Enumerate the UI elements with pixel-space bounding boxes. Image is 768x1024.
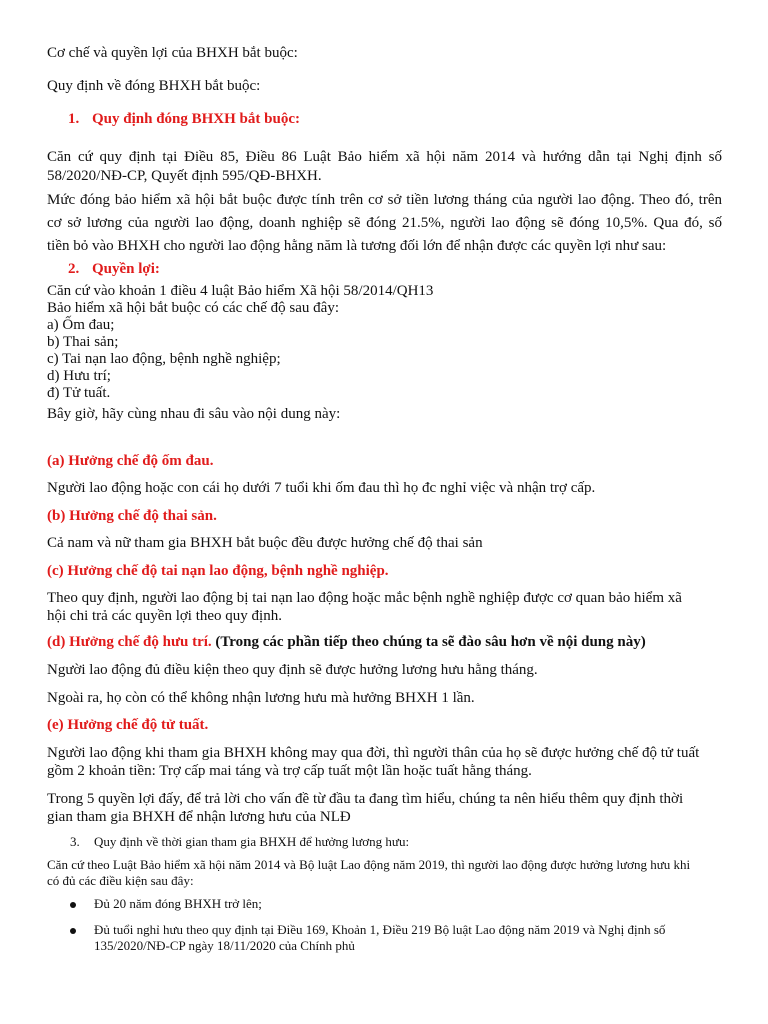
benefit-c-line-1: Theo quy định, người lao động bị tai nạn lao động hoặc mắc bệnh nghề nghiệp được cơ quan bảo hiểm xã [47, 590, 682, 606]
section-1-number: 1. [68, 111, 80, 127]
benefit-e-title: (e) Hưởng chế độ tử tuất. [47, 717, 209, 733]
benefit-e-line-2: gồm 2 khoản tiền: Trợ cấp mai táng và trợ cấp tuất một lần hoặc tuất hằng tháng. [47, 763, 532, 779]
benefit-d-line-2: Ngoài ra, họ còn có thể không nhận lương hưu mà hưởng BHXH 1 lần. [47, 690, 475, 706]
benefit-d-heading [47, 633, 646, 651]
heading-contribution: Quy định về đóng BHXH bắt buộc: [47, 78, 261, 94]
condition-bullet-2-line-2: 135/2020/NĐ-CP ngày 18/11/2020 của Chính phủ [94, 938, 355, 953]
benefit-a-text: Người lao động hoặc con cái họ dưới 7 tuổi khi ốm đau thì họ đc nghỉ việc và nhận trợ cấp. [47, 480, 596, 496]
p1-line-4: cơ sở lương của người lao động, doanh nghiệp sẽ đóng 21.5%, người lao động sẽ đóng 10,5%. Qua đó, số [47, 215, 722, 231]
list-item: c) Tai nạn lao động, bệnh nghề nghiệp; [47, 351, 281, 367]
benefit-d-title: (d) Hưởng chế độ hưu trí. [47, 634, 212, 650]
benefit-b-text: Cả nam và nữ tham gia BHXH bắt buộc đều được hưởng chế độ thai sản [47, 535, 483, 551]
condition-bullet-2-line-1: Đủ tuổi nghỉ hưu theo quy định tại Điều 169, Khoản 1, Điều 219 Bộ luật Lao động năm 2019 và Nghị định số [94, 922, 666, 937]
bullet-icon [70, 902, 76, 908]
section-1-title: Quy định đóng BHXH bắt buộc: [92, 111, 300, 127]
section-2-title: Quyền lợi: [92, 261, 160, 277]
heading-mechanism: Cơ chế và quyền lợi của BHXH bắt buộc: [47, 45, 298, 61]
condition-bullet-1: Đủ 20 năm đóng BHXH trở lên; [94, 896, 262, 911]
list-item: đ) Tử tuất. [47, 385, 111, 401]
benefit-b-title: (b) Hưởng chế độ thai sản. [47, 508, 217, 524]
p2-line-2: Bảo hiểm xã hội bắt buộc có các chế độ sau đây: [47, 300, 339, 316]
section-2-heading [68, 260, 160, 278]
summary-line-2: gian tham gia BHXH để nhận lương hưu của NLĐ [47, 809, 351, 825]
benefit-c-title: (c) Hưởng chế độ tai nạn lao động, bệnh nghề nghiệp. [47, 563, 389, 579]
benefit-d-note: (Trong các phần tiếp theo chúng ta sẽ đào sâu hơn về nội dung này) [211, 634, 646, 650]
p1-line-5: tiền bỏ vào BHXH cho người lao động hằng năm là tương đối lớn để nhận được các quyền lợi như sau: [47, 238, 667, 254]
benefit-e-line-1: Người lao động khi tham gia BHXH không may qua đời, thì người thân của họ sẽ được hưởng chế độ tử tuất [47, 745, 700, 761]
bullet-icon [70, 928, 76, 934]
section-3-title: Quy định về thời gian tham gia BHXH để hưởng lương hưu: [94, 834, 410, 849]
benefit-c-line-2: hội chi trả các quyền lợi theo quy định. [47, 608, 282, 624]
benefit-a-title: (a) Hưởng chế độ ốm đau. [47, 453, 214, 469]
p1-line-3: Mức đóng bảo hiểm xã hội bắt buộc được tính trên cơ sở tiền lương tháng của người lao động. Theo đó, trên [47, 192, 722, 208]
section-1-heading [68, 110, 300, 128]
section-3-heading [70, 834, 409, 850]
list-item: a) Ốm đau; [47, 317, 115, 333]
list-item: d) Hưu trí; [47, 368, 111, 384]
summary-line-1: Trong 5 quyền lợi đấy, để trả lời cho vấn đề từ đầu ta đang tìm hiểu, chúng ta nên hiểu thêm quy định thời [47, 791, 684, 807]
list-item: b) Thai sản; [47, 334, 119, 350]
p2-line-3: Bây giờ, hãy cùng nhau đi sâu vào nội dung này: [47, 406, 341, 422]
section-3-number: 3. [70, 834, 80, 849]
p1-line-1: Căn cứ quy định tại Điều 85, Điều 86 Luật Bảo hiểm xã hội năm 2014 và hướng dẫn tại Nghị định số [47, 149, 722, 165]
p3-line-2: có đủ các điều kiện sau đây: [47, 873, 194, 888]
p1-line-2: 58/2020/NĐ-CP, Quyết định 595/QĐ-BHXH. [47, 168, 322, 184]
p3-line-1: Căn cứ theo Luật Bảo hiểm xã hội năm 2014 và Bộ luật Lao động năm 2019, thì người lao động được hưởng lương hưu khi [47, 857, 691, 872]
benefit-d-line-1: Người lao động đủ điều kiện theo quy định sẽ được hưởng lương hưu hằng tháng. [47, 662, 538, 678]
section-2-number: 2. [68, 261, 80, 277]
p2-line-1: Căn cứ vào khoản 1 điều 4 luật Bảo hiểm Xã hội 58/2014/QH13 [47, 283, 434, 299]
